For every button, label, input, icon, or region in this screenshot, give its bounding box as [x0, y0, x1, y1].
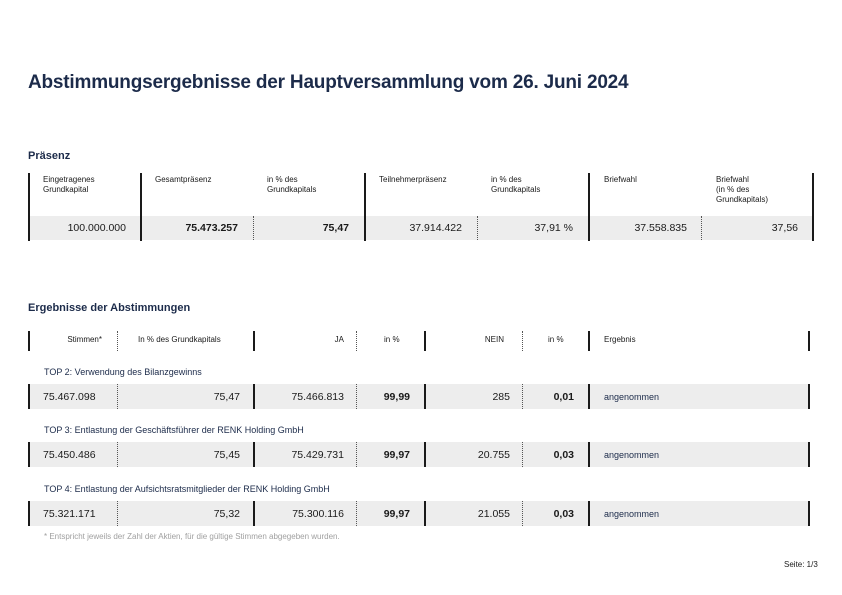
results-header-dotted-divider: [356, 331, 357, 351]
row-divider: [253, 501, 255, 526]
results-header-ja-prozent: in %: [384, 335, 400, 344]
top2-stimmen: 75.467.098: [43, 391, 96, 403]
results-header-divider: [588, 331, 590, 351]
page-number: Seite: 1/3: [784, 560, 818, 569]
results-header-ja: JA: [334, 335, 344, 344]
top4-nein-prozent: 0,03: [553, 508, 574, 520]
row-dotted-divider: [117, 501, 118, 526]
praesenz-dotted-divider: [477, 216, 478, 240]
results-header-divider: [808, 331, 810, 351]
results-header-nein-prozent: in %: [548, 335, 564, 344]
top4-ergebnis: angenommen: [604, 509, 660, 519]
row-divider: [28, 501, 30, 526]
results-heading: Ergebnisse der Abstimmungen: [28, 302, 191, 314]
praesenz-dotted-divider: [253, 216, 254, 240]
top2-ja-prozent: 99,99: [383, 391, 410, 403]
praesenz-dotted-divider: [701, 216, 702, 240]
praesenz-divider: [812, 173, 814, 241]
row-dotted-divider: [117, 442, 118, 467]
row-divider: [588, 384, 590, 409]
row-dotted-divider: [522, 501, 523, 526]
praesenz-header-grundkapital: Eingetragenes Grundkapital: [43, 175, 95, 194]
top2-nein-prozent: 0,01: [553, 391, 574, 403]
top2-ja: 75.466.813: [291, 391, 344, 403]
row-divider: [28, 442, 30, 467]
top2-ergebnis: angenommen: [604, 392, 660, 402]
top4-nein: 21.055: [477, 508, 510, 520]
top3-label: TOP 3: Entlastung der Geschäftsführer der RENK Holding GmbH: [44, 425, 304, 435]
top3-nein-prozent: 0,03: [553, 449, 574, 461]
praesenz-value-gesamt-prozent: 75,47: [322, 222, 349, 234]
page-title: Abstimmungsergebnisse der Hauptversammlung vom 26. Juni 2024: [28, 72, 629, 93]
praesenz-header-gesamtpraesenz: Gesamtpräsenz: [155, 175, 212, 184]
row-dotted-divider: [522, 384, 523, 409]
praesenz-divider: [28, 173, 30, 241]
results-header-grundkapital-prozent: In % des Grundkapitals: [138, 335, 221, 344]
top3-nein: 20.755: [477, 449, 510, 461]
row-divider: [253, 442, 255, 467]
praesenz-value-briefwahl-prozent: 37,56: [771, 222, 798, 234]
row-divider: [253, 384, 255, 409]
row-divider: [28, 384, 30, 409]
results-header-divider: [424, 331, 426, 351]
top2-grundkapital-prozent: 75,47: [213, 391, 240, 403]
top3-ergebnis: angenommen: [604, 450, 660, 460]
praesenz-value-grundkapital: 100.000.000: [67, 222, 126, 234]
row-divider: [808, 442, 810, 467]
praesenz-value-teilnehmerpraesenz: 37.914.422: [409, 222, 462, 234]
praesenz-header-teilnehmer-prozent: in % des Grundkapitals: [491, 175, 541, 194]
row-dotted-divider: [522, 442, 523, 467]
row-dotted-divider: [117, 384, 118, 409]
row-dotted-divider: [356, 384, 357, 409]
praesenz-divider: [588, 173, 590, 241]
praesenz-value-briefwahl: 37.558.835: [634, 222, 687, 234]
praesenz-header-briefwahl-prozent: Briefwahl (in % des Grundkapitals): [716, 175, 769, 204]
row-divider: [424, 501, 426, 526]
results-header-stimmen: Stimmen*: [67, 335, 102, 344]
top3-stimmen: 75.450.486: [43, 449, 96, 461]
row-divider: [808, 384, 810, 409]
praesenz-divider: [364, 173, 366, 241]
praesenz-header-briefwahl: Briefwahl: [604, 175, 637, 184]
row-dotted-divider: [356, 501, 357, 526]
top3-ja: 75.429.731: [291, 449, 344, 461]
top3-ja-prozent: 99,97: [383, 449, 410, 461]
row-divider: [424, 384, 426, 409]
top2-label: TOP 2: Verwendung des Bilanzgewinns: [44, 367, 202, 377]
row-divider: [588, 501, 590, 526]
top4-grundkapital-prozent: 75,32: [213, 508, 240, 520]
row-dotted-divider: [356, 442, 357, 467]
praesenz-value-teilnehmer-prozent: 37,91 %: [534, 222, 573, 234]
top4-stimmen: 75.321.171: [43, 508, 96, 520]
footnote: * Entspricht jeweils der Zahl der Aktien, für die gültige Stimmen abgegeben wurden.: [44, 532, 340, 541]
row-divider: [588, 442, 590, 467]
top3-grundkapital-prozent: 75,45: [213, 449, 240, 461]
results-header-dotted-divider: [522, 331, 523, 351]
top4-ja-prozent: 99,97: [383, 508, 410, 520]
results-header-divider: [253, 331, 255, 351]
results-header-nein: NEIN: [484, 335, 504, 344]
results-header-dotted-divider: [117, 331, 118, 351]
praesenz-heading: Präsenz: [28, 150, 71, 162]
row-divider: [808, 501, 810, 526]
praesenz-divider: [140, 173, 142, 241]
top2-nein: 285: [492, 391, 510, 403]
top4-ja: 75.300.116: [292, 508, 344, 520]
results-header-ergebnis: Ergebnis: [604, 335, 636, 344]
praesenz-value-gesamtpraesenz: 75.473.257: [185, 222, 238, 234]
praesenz-header-teilnehmerpraesenz: Teilnehmerpräsenz: [379, 175, 447, 184]
row-divider: [424, 442, 426, 467]
top4-label: TOP 4: Entlastung der Aufsichtsratsmitglieder der RENK Holding GmbH: [44, 484, 330, 494]
praesenz-header-gesamt-prozent: in % des Grundkapitals: [267, 175, 317, 194]
